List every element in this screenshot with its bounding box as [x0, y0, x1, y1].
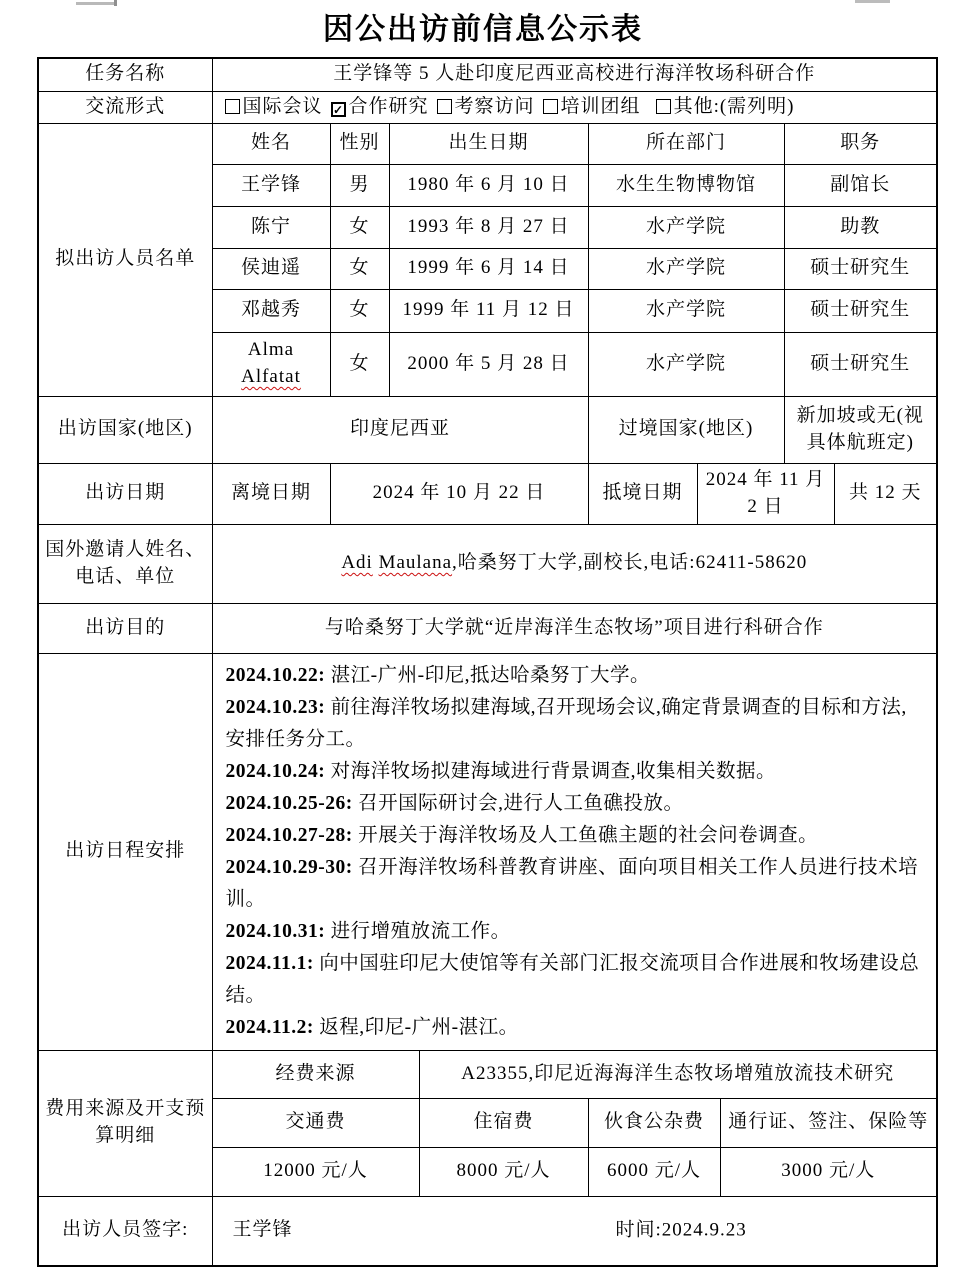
cost-header-cell: 通行证、签注、保险等 — [720, 1098, 937, 1147]
exchange-option — [543, 94, 641, 121]
transit-value: 新加坡或无(视具体航班定) — [784, 396, 937, 463]
personnel-cell: 水生生物博物馆 — [588, 164, 784, 206]
itinerary-item-date: 2024.10.23: — [225, 696, 326, 718]
cost-header-cell: 伙食公杂费 — [588, 1098, 720, 1147]
personnel-col-dept: 所在部门 — [588, 123, 784, 164]
task-label: 任务名称 — [38, 58, 212, 91]
personnel-cell: 男 — [330, 164, 389, 206]
personnel-cell: 陈宁 — [212, 206, 330, 248]
exchange-option-label: 培训团组 — [560, 95, 641, 117]
arrival-label: 抵境日期 — [588, 463, 697, 524]
itinerary-item: 2024.10.29-30: 召开海洋牧场科普教育讲座、面向项目相关工作人员进行技术培训。 — [225, 856, 919, 910]
itinerary-label: 出访日程安排 — [38, 653, 212, 1050]
cost-amount-cell: 6000 元/人 — [588, 1147, 720, 1196]
signature-cell — [212, 1196, 937, 1266]
task-row — [38, 58, 937, 91]
personnel-col-title: 职务 — [784, 123, 937, 164]
personnel-col-sex: 性别 — [330, 123, 389, 164]
personnel-cell: 水产学院 — [588, 248, 784, 289]
itinerary-item-date: 2024.10.27-28: — [225, 824, 353, 846]
budget-label: 费用来源及开支预算明细 — [38, 1050, 212, 1196]
itinerary-item: 2024.11.1: 向中国驻印尼大使馆等有关部门汇报交流项目合作进展和牧场建设总结。 — [225, 952, 920, 1006]
itinerary-item-date: 2024.10.22: — [225, 664, 326, 686]
spellcheck-underline: Alfatat — [241, 366, 301, 387]
purpose-value: 与哈桑努丁大学就“近岸海洋生态牧场”项目进行科研合作 — [212, 603, 937, 653]
cost-amount-cell: 12000 元/人 — [212, 1147, 419, 1196]
spellcheck-underline: Maulana — [378, 552, 453, 574]
exchange-option — [331, 94, 429, 121]
personnel-cell: 水产学院 — [588, 332, 784, 396]
personnel-cell: 水产学院 — [588, 206, 784, 248]
personnel-cell: 水产学院 — [588, 289, 784, 332]
checkbox-icon[interactable] — [225, 99, 240, 114]
personnel-cell: 1999 年 11 月 12 日 — [389, 289, 588, 332]
checkbox-icon[interactable] — [437, 99, 452, 114]
inviter-value: Adi Maulana,哈桑努丁大学,副校长,电话:62411-58620 — [212, 524, 937, 603]
personnel-col-birth: 出生日期 — [389, 123, 588, 164]
exchange-row — [38, 91, 937, 123]
duration-value: 共 12 天 — [834, 463, 937, 524]
cost-header-cell: 交通费 — [212, 1098, 419, 1147]
destination-row — [38, 396, 937, 463]
task-value: 王学锋等 5 人赴印度尼西亚高校进行海洋牧场科研合作 — [212, 58, 937, 91]
itinerary-item-date: 2024.10.24: — [225, 760, 326, 782]
personnel-cell: Alma Alfatat — [212, 332, 330, 396]
personnel-header-row — [38, 123, 937, 164]
personnel-cell: 副馆长 — [784, 164, 937, 206]
destination-label: 出访国家(地区) — [38, 396, 212, 463]
personnel-cell: 女 — [330, 332, 389, 396]
personnel-cell: 邓越秀 — [212, 289, 330, 332]
exchange-option-label: 国际会议 — [242, 95, 323, 117]
ruler-mark-right — [855, 0, 890, 3]
checkbox-checked-icon[interactable]: ✓ — [331, 102, 346, 117]
personnel-col-name: 姓名 — [212, 123, 330, 164]
purpose-label: 出访目的 — [38, 603, 212, 653]
signature-label: 出访人员签字: — [38, 1196, 212, 1266]
personnel-label: 拟出访人员名单 — [38, 123, 212, 396]
personnel-cell: 1980 年 6 月 10 日 — [389, 164, 588, 206]
inviter-row — [38, 524, 937, 603]
signature-row — [38, 1196, 937, 1266]
personnel-cell: 硕士研究生 — [784, 332, 937, 396]
exchange-option — [656, 94, 795, 121]
itinerary-row — [38, 653, 937, 1050]
arrival-value: 2024 年 11 月 2 日 — [697, 463, 834, 524]
cost-header-cell: 住宿费 — [419, 1098, 588, 1147]
checkbox-icon[interactable] — [656, 99, 671, 114]
departure-value: 2024 年 10 月 22 日 — [330, 463, 588, 524]
personnel-cell: 女 — [330, 206, 389, 248]
itinerary-item: 2024.10.23: 前往海洋牧场拟建海域,召开现场会议,确定背景调查的目标和方法,安排任务分工。 — [225, 696, 907, 750]
itinerary-item-date: 2024.10.31: — [225, 920, 326, 942]
itinerary-item-date: 2024.10.29-30: — [225, 856, 353, 878]
funding-label: 经费来源 — [212, 1050, 419, 1098]
itinerary-item: 2024.10.27-28: 开展关于海洋牧场及人工鱼礁主题的社会问卷调查。 — [225, 824, 819, 846]
departure-label: 离境日期 — [212, 463, 330, 524]
checkbox-icon[interactable] — [543, 99, 558, 114]
exchange-option-label: 合作研究 — [348, 95, 429, 117]
cost-amount-cell: 3000 元/人 — [720, 1147, 937, 1196]
personnel-cell: 女 — [330, 289, 389, 332]
itinerary-item: 2024.10.24: 对海洋牧场拟建海域进行背景调查,收集相关数据。 — [225, 760, 777, 782]
funding-row — [38, 1050, 937, 1098]
funding-value: A23355,印尼近海海洋生态牧场增殖放流技术研究 — [419, 1050, 937, 1098]
itinerary-item-date: 2024.11.2: — [225, 1016, 314, 1038]
exchange-label: 交流形式 — [38, 91, 212, 123]
personnel-cell: 2000 年 5 月 28 日 — [389, 332, 588, 396]
exchange-option-label: 其他:(需列明) — [673, 95, 795, 117]
personnel-cell: 侯迪遥 — [212, 248, 330, 289]
exchange-option-label: 考察访问 — [454, 95, 535, 117]
itinerary-item: 2024.10.22: 湛江-广州-印尼,抵达哈桑努丁大学。 — [225, 664, 650, 686]
personnel-cell: 助教 — [784, 206, 937, 248]
dates-row — [38, 463, 937, 524]
itinerary-item: 2024.11.2: 返程,印尼-广州-湛江。 — [225, 1016, 519, 1038]
signature-name: 王学锋 — [232, 1219, 293, 1241]
itinerary-item: 2024.10.31: 进行增殖放流工作。 — [225, 920, 511, 942]
form-table — [37, 57, 938, 1267]
itinerary-list — [212, 653, 937, 1050]
purpose-row — [38, 603, 937, 653]
cost-amount-cell: 8000 元/人 — [419, 1147, 588, 1196]
exchange-option — [437, 94, 535, 121]
page-title: 因公出访前信息公示表 — [323, 13, 643, 46]
personnel-cell: 硕士研究生 — [784, 289, 937, 332]
personnel-cell: 1993 年 8 月 27 日 — [389, 206, 588, 248]
exchange-option — [225, 94, 323, 121]
inviter-label: 国外邀请人姓名、电话、单位 — [38, 524, 212, 603]
itinerary-item: 2024.10.25-26: 召开国际研讨会,进行人工鱼礁投放。 — [225, 792, 684, 814]
itinerary-item-date: 2024.10.25-26: — [225, 792, 353, 814]
personnel-cell: 1999 年 6 月 14 日 — [389, 248, 588, 289]
transit-label: 过境国家(地区) — [588, 396, 784, 463]
dates-label: 出访日期 — [38, 463, 212, 524]
exchange-options — [212, 91, 937, 123]
signature-time: 时间:2024.9.23 — [615, 1219, 747, 1241]
itinerary-item-date: 2024.11.1: — [225, 952, 314, 974]
destination-value: 印度尼西亚 — [212, 396, 588, 463]
personnel-cell: 硕士研究生 — [784, 248, 937, 289]
spellcheck-underline: Adi — [341, 552, 373, 574]
personnel-cell: 王学锋 — [212, 164, 330, 206]
personnel-cell: 女 — [330, 248, 389, 289]
